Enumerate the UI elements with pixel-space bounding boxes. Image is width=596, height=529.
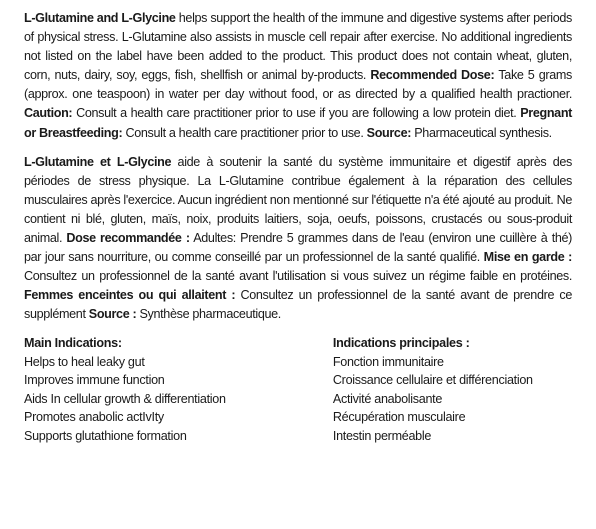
- list-item: Improves immune function: [24, 373, 165, 388]
- list-item: Activité anabolisante: [332, 391, 443, 406]
- indications-french-list: [333, 353, 572, 445]
- french-dose-label: Dose recommandée :: [66, 231, 190, 246]
- list-item: Helps to heal leaky gut: [24, 354, 145, 369]
- english-caution-text: Consult a health care practitioner prior to use if you are following a low protein diet.: [72, 106, 521, 121]
- english-dose-text: Take 5 grams (approx. one teaspoon) in water per day without food, or as directed by a qualified health practioner.: [24, 68, 572, 102]
- indications-english-title: Main Indications:: [24, 335, 122, 350]
- french-source-text: Synthèse pharmaceutique.: [136, 307, 281, 322]
- english-caution-label: Caution:: [24, 106, 73, 121]
- french-paragraph: [24, 153, 572, 325]
- list-item: Croissance cellulaire et différenciation: [332, 373, 533, 388]
- english-paragraph: [24, 9, 572, 143]
- indications-english-list: [24, 353, 333, 445]
- list-item: Supports glutathione formation: [24, 428, 187, 443]
- english-product-name: L-Glutamine and L-Glycine: [24, 11, 176, 25]
- english-source-text: Pharmaceutical synthesis.: [411, 125, 552, 140]
- english-pregnant-text: Consult a health care practitioner prior to use.: [122, 125, 367, 140]
- french-source-label: Source :: [88, 307, 137, 322]
- english-source-label: Source:: [366, 125, 412, 140]
- list-item: Promotes anabolic actIvIty: [24, 410, 164, 425]
- indications-section: [24, 334, 572, 445]
- english-pregnant-label: Pregnant or Breastfeeding:: [24, 106, 572, 140]
- french-product-name: L-Glutamine et L-Glycine: [24, 154, 172, 169]
- french-caution-text: Consultez un professionnel de la santé avant l'utilisation si vous suivez un régime faible en protéines.: [24, 269, 572, 284]
- french-dose-text: Adultes: Prendre 5 grammes dans de l'eau (environ une cuillère à thé) par jour sans nourriture, ou comme conseillé par un professionnel de la santé qualifié.: [24, 231, 573, 265]
- indications-french: [333, 334, 572, 445]
- french-pregnant-text: Consultez un professionnel de la santé avant de prendre ce supplément: [24, 288, 573, 322]
- list-item: Intestin perméable: [332, 428, 432, 443]
- english-dose-label: Recommended Dose:: [370, 68, 495, 83]
- french-pregnant-label: Femmes enceintes ou qui allaitent :: [24, 288, 236, 303]
- indications-english: [24, 334, 333, 445]
- french-description: aide à soutenir la santé du système immunitaire et digestif après des périodes de stress physique. La L-Glutamine contribue également à la réparation des cellules musculaires après l'exercice. Aucun ingrédient non mentionné sur l'étiquette n'a été ajouté au produit. Ne contient ni blé, gluten, maïs, noix, produits laitiers, soja, oeufs, poissons, crustacés ou sous-produit animal.: [24, 154, 572, 246]
- list-item: Aids In cellular growth & differentiation: [24, 391, 226, 406]
- list-item: Fonction immunitaire: [332, 354, 444, 369]
- english-description: helps support the health of the immune and digestive systems after periods of physical stress. L-Glutamine also assists in muscle cell repair after exercise. No additional ingredients not listed on the label have been added to the product. This product does not contain wheat, gluten, corn, nuts, dairy, soy, eggs, fish, shellfish or animal by-products.: [24, 11, 572, 83]
- french-caution-label: Mise en garde :: [483, 250, 572, 265]
- list-item: Récupération musculaire: [332, 410, 466, 425]
- indications-french-title: Indications principales :: [332, 335, 470, 350]
